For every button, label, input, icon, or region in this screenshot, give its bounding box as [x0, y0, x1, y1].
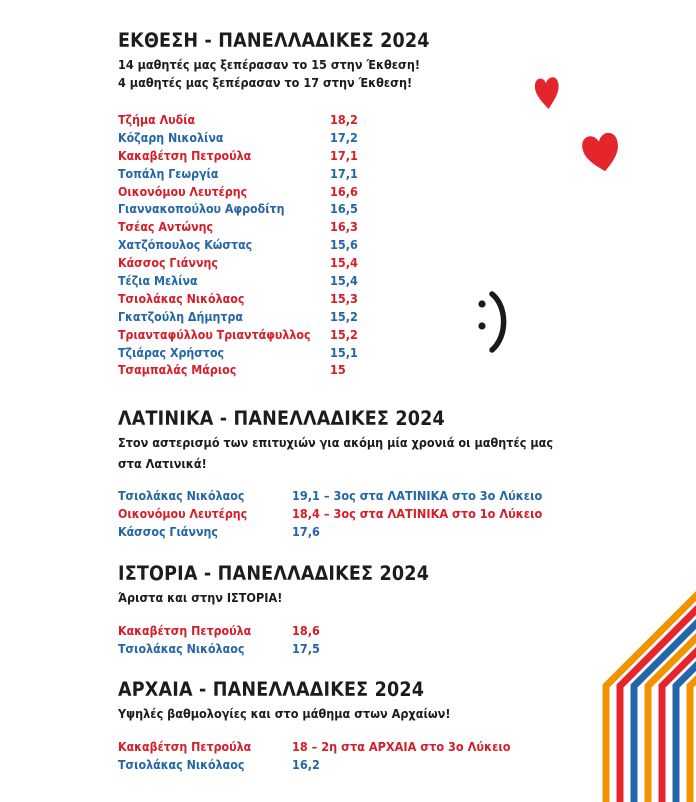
section-archaia: [118, 678, 511, 775]
student-name: Κακαβέτση Πετρούλα: [118, 148, 252, 163]
result-row: [118, 362, 464, 380]
result-row: [118, 345, 464, 363]
student-name: Τσιολάκας Νικόλαος: [118, 489, 245, 503]
student-score: 16,5: [330, 202, 358, 217]
result-row: [118, 327, 464, 345]
intro-line: Άριστα και στην ΙΣΤΟΡΙΑ!: [118, 591, 283, 605]
section-latinika: [118, 408, 581, 542]
result-row: [118, 506, 581, 524]
result-row: [118, 641, 464, 659]
student-score: 17,1: [330, 166, 358, 181]
results-list: [118, 623, 464, 659]
results-list: [118, 739, 511, 775]
intro-line: 14 μαθητές μας ξεπέρασαν το 15 στην Έκθεση!: [118, 58, 420, 72]
student-name: Οικονόμου Λευτέρης: [118, 184, 248, 199]
student-score: 15,1: [330, 345, 358, 360]
student-name: Τέζια Μελίνα: [118, 274, 198, 289]
student-name: Κάσσος Γιάννης: [118, 524, 218, 539]
chevron-stripes-icon: [598, 578, 696, 802]
student-name: Γιαννακοπούλου Αφροδίτη: [118, 202, 285, 217]
result-row: [118, 623, 464, 641]
result-row: [118, 237, 464, 255]
student-score: 15,3: [330, 291, 358, 306]
student-score: 18,4 – 3ος στα ΛΑΤΙΝΙΚΑ στο 1ο Λύκειο: [292, 506, 543, 521]
section-title: ΙΣΤΟΡΙΑ - ΠΑΝΕΛΛΑΔΙΚΕΣ 2024: [118, 562, 430, 585]
section-ekthesi: [118, 30, 464, 380]
student-score: 17,6: [292, 524, 320, 539]
student-name: Κόζαρη Νικολίνα: [118, 130, 224, 145]
intro-line: 4 μαθητές μας ξεπέρασαν το 17 στην Έκθεση!: [118, 76, 413, 90]
heart-icon: [578, 125, 628, 175]
student-score: 15: [330, 363, 346, 378]
student-name: Τσιολάκας Νικόλαος: [118, 291, 245, 306]
student-name: Τοπάλη Γεωργία: [118, 166, 219, 181]
results-list: [118, 488, 581, 542]
result-row: [118, 255, 464, 273]
student-name: Τσιολάκας Νικόλαος: [118, 641, 245, 656]
result-row: [118, 273, 464, 291]
intro-line: Υψηλές βαθμολογίες και στο μάθημα στων Αρχαίων!: [118, 707, 451, 721]
student-score: 15,2: [330, 327, 358, 342]
student-name: Κακαβέτση Πετρούλα: [118, 740, 252, 754]
student-name: Τσιολάκας Νικόλαος: [118, 757, 245, 772]
result-row: [118, 739, 511, 757]
smiley-icon: [472, 290, 512, 354]
result-row: [118, 112, 464, 130]
result-row: [118, 184, 464, 202]
student-score: 19,1 – 3ος στα ΛΑΤΙΝΙΚΑ στο 3ο Λύκειο: [292, 489, 543, 503]
result-row: [118, 309, 464, 327]
result-row: [118, 130, 464, 148]
student-name: Κακαβέτση Πετρούλα: [118, 624, 252, 638]
section-istoria: [118, 563, 464, 659]
student-name: Τσαμπαλάς Μάριος: [118, 363, 237, 378]
student-score: 16,2: [292, 757, 320, 772]
student-score: 17,5: [292, 641, 320, 656]
student-score: 15,4: [330, 256, 358, 271]
student-name: Τζήμα Λυδία: [118, 113, 196, 127]
student-name: Οικονόμου Λευτέρης: [118, 506, 248, 521]
result-row: [118, 201, 464, 219]
student-score: 18,6: [292, 624, 320, 638]
student-score: 16,3: [330, 220, 358, 235]
section-title: ΛΑΤΙΝΙΚΑ - ΠΑΝΕΛΛΑΔΙΚΕΣ 2024: [118, 407, 445, 430]
student-score: 15,6: [330, 238, 358, 253]
section-title: ΕΚΘΕΣΗ - ΠΑΝΕΛΛΑΔΙΚΕΣ 2024: [118, 29, 430, 52]
result-row: [118, 524, 581, 542]
results-list: [118, 112, 464, 380]
student-name: Τσέας Αντώνης: [118, 220, 214, 235]
result-row: [118, 488, 581, 506]
heart-icon: [533, 73, 563, 111]
result-row: [118, 148, 464, 166]
student-score: 18,2: [330, 113, 358, 127]
student-name: Τριανταφύλλου Τριαντάφυλλος: [118, 327, 311, 342]
student-score: 15,2: [330, 309, 358, 324]
student-score: 17,2: [330, 130, 358, 145]
student-score: 16,6: [330, 184, 358, 199]
student-name: Τζιάρας Χρήστος: [118, 345, 225, 360]
result-row: [118, 291, 464, 309]
student-score: 17,1: [330, 148, 358, 163]
student-score: 18 – 2η στα ΑΡΧΑΙΑ στο 3ο Λύκειο: [292, 740, 511, 754]
student-name: Γκατζούλη Δήμητρα: [118, 309, 243, 324]
result-row: [118, 757, 472, 775]
student-name: Χατζόπουλος Κώστας: [118, 238, 253, 253]
result-row: [118, 166, 464, 184]
section-title: ΑΡΧΑΙΑ - ΠΑΝΕΛΛΑΔΙΚΕΣ 2024: [118, 678, 425, 701]
intro-line: στα Λατινικά!: [118, 457, 207, 471]
result-row: [118, 219, 464, 237]
intro-line: Στον αστερισμό των επιτυχιών για ακόμη μία χρονιά οι μαθητές μας: [118, 436, 554, 450]
student-name: Κάσσος Γιάννης: [118, 256, 218, 271]
student-score: 15,4: [330, 274, 358, 289]
